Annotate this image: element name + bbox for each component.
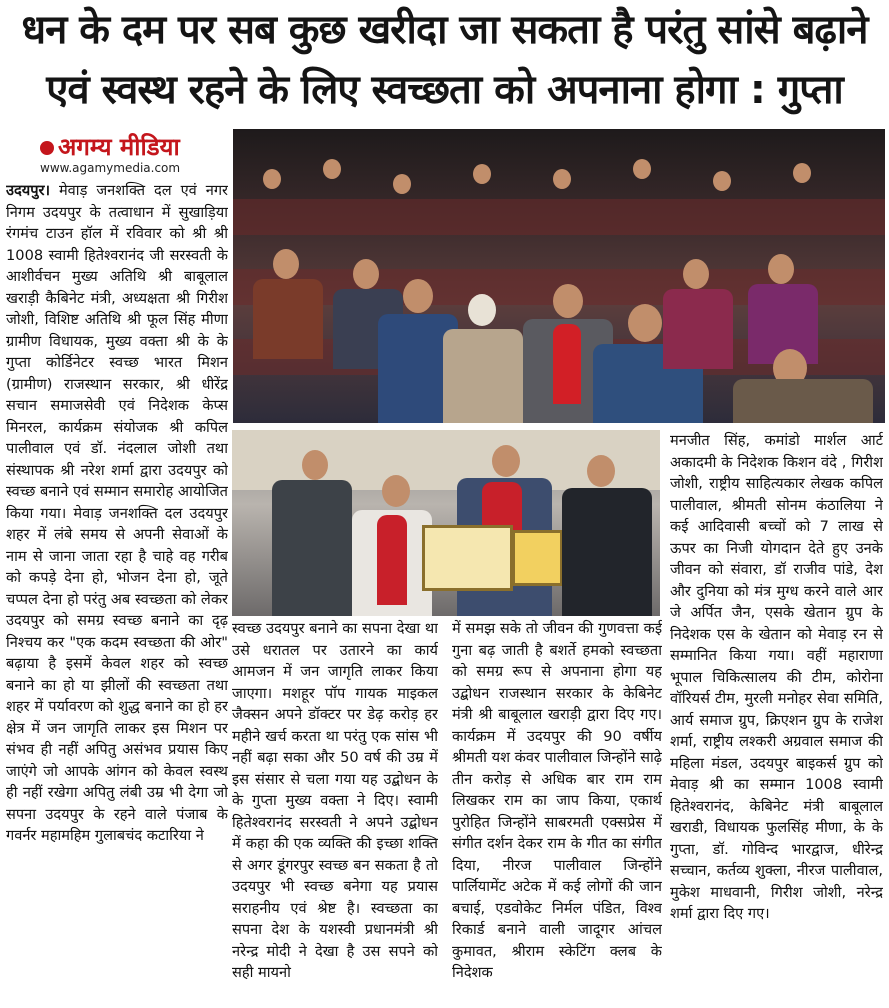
article-text-4: मनजीत सिंह, कमांडो मार्शल आर्ट अकादमी के निदेशक किशन वंदे , गिरीश जोशी, राष्ट्रीय साहित्यकार लेखक कपिल पालीवाल, श्रीमती सोनम कंठालिया ने कई आदिवासी बच्चों को 7 लाख से ऊपर का निजी योगदान देते हुए उनके जीवन को संवारा, डॉ राजीव पांडे, देश और दुनिया को मंत्र मुग्ध करने वाले आर जे अर्पित जैन, एसके खेतान ग्रुप के निदेशक एस के खेतान को मेवाड़ रन से सम्मानित किया गया। वहीं महाराणा भूपाल चिकित्सालय की टीम, कोरोना वॉरियर्स टीम, मुरली मनोहर सेवा समिति, आर्य समाज ग्रुप, क्रिएशन ग्रुप के राजेश शर्मा, राष्ट्रीय लश्करी अग्रवाल समाज की महिला मंडल, उदयपुर बाइकर्स ग्रुप को मेवाड़ श्री का सम्मान 1008 स्वामी हितेश्वरानंद, केबिनेट मंत्री बाबूलाल खराडी, विधायक फुलसिंह मीणा, के के गुप्ता, डॉ. गोविन्द भारद्वाज, धीरेन्द्र सच्चान, कर्तव्य शुक्ला, नीरज पालीवाल, मुकेश माधवानी, गिरीश जोशी, नरेन्द्र शर्मा द्वारा दिए गए।	[670, 432, 883, 922]
audience-photo	[233, 129, 885, 423]
article-column-2	[232, 618, 438, 1006]
article-text-3: में समझ सके तो जीवन की गुणवत्ता कई गुना बढ़ जाती है बशर्ते हमको स्वच्छता को समग्र रूप से अपनाना होगा यह उद्बोधन राजस्थान सरकार के केबिनेट मंत्री श्री बाबूलाल खराड़ी द्वारा दिए गए। कार्यक्रम में उदयपुर की 90 वर्षीय श्रीमती यश कंवर पालीवाल जिन्होंने साढ़े तीन करोड़ से अधिक बार राम राम लिखकर राम का जाप किया, एकार्थ पुरोहित जिन्होंने साबरमती एक्सप्रेस में संगीत दर्शन देकर राम के गीत का संगीत दिया, नीरज पालीवाल जिन्होंने पार्लियामेंट अटेक में कई लोगों की जान बचाई, एडवोकेट निर्मल पंडित, विश्व रिकार्ड बनाने वाली जादूगर आंचल कुमावत, श्रीराम स्केटिंग क्लब के निदेशक	[452, 620, 662, 981]
article-text-2: स्वच्छ उदयपुर बनाने का सपना देखा था उसे धरातल पर उतारने का कार्य आमजन में जन जागृति लाकर किया जाएगा। मशहूर पॉप गायक माइकल जैक्सन अपने डॉक्टर पर डेढ़ करोड़ हर महीने खर्च करता था परंतु एक सांस भी नहीं बढ़ा सका और 50 वर्ष की उम्र में इस संसार से चला गया यह उद्बोधन के के गुप्ता मुख्य वक्ता ने दिए। स्वामी हितेश्वरानंद सरस्वती ने अपने उद्बोधन में कहा की एक व्यक्ति की इच्छा शक्ति से अगर डूंगरपुर स्वच्छ बन सकता है तो उदयपुर भी स्वच्छ बनेगा यह प्रयास सराहनीय एवं श्रेष्ट है। स्वच्छता का सपना देश के यशस्वी प्रधानमंत्री श्री नरेन्द्र मोदी ने देखा है उस सपने को सही मायनो	[232, 620, 438, 981]
ceremony-photo	[232, 430, 660, 616]
article-text-1: मेवाड़ जनशक्ति दल एवं नगर निगम उदयपुर के तत्वाधान में सुखाड़िया रंगमंच टाउन हॉल में रविवार को श्री श्री 1008 स्वामी हितेश्वरानंद जी सरस्वती के आशीर्वचन मुख्य अतिथि श्री बाबूलाल खराड़ी कैबिनेट मंत्री, अध्यक्षता श्री गिरीश जोशी, विशिष्ट अतिथि श्री फूल सिंह मीणा ग्रामीण विधायक, मुख्य वक्ता श्री के के गुप्ता कोर्डिनेटर स्वच्छ भारत मिशन (ग्रामीण) राजस्थान सरकार, श्री धीरेंद्र सचान समाजसेवी एवं निदेशक केप्स मिनरल, कार्यक्रम संयोजक श्री कपिल पालीवाल एवं डॉ. नंदलाल जोशी तथा संस्थापक श्री नरेश शर्मा द्वारा उदयपुर को स्वच्छ बनाने एवं सम्मान समारोह आयोजित किया गया। मेवाड़ जनशक्ति दल उदयपुर शहर में लंबे समय से अपनी सेवाओं के नाम से जाना जाता रहा है चाहे वह गरीब को कपड़े देना हो, भोजन देना हो, जूते चप्पल देना हो परंतु अब स्वच्छता को लेकर उदयपुर को समग्र स्वच्छ बनाने का दृढ़ निश्चय कर "एक कदम स्वच्छता की ओर" बढ़ाया है इसमें केवल शहर को स्वच्छ बनाने का हो या झीलों की स्वच्छता तथा शहर में पर्यावरण को शुद्ध बनाने का हो हर क्षेत्र में जन जागृति लाकर इस मिशन पर संभव ही नहीं अपितु असंभव प्रयास किए जाएंगे जो आपके आंगन को केवल स्वस्थ ही नहीं रखेगा अपितु लंबी उम्र भी देगा जो सपना उदयपुर के रहने वाले पंजाब के गवर्नर महामहिम गुलाबचंद कटारिया ने	[6, 182, 228, 844]
headline	[0, 0, 889, 128]
brand-name-text: अगम्य मीडिया	[58, 133, 180, 161]
dateline: उदयपुर।	[6, 182, 51, 199]
brand-site: www.agamymedia.com	[40, 161, 181, 175]
article-column-1	[6, 180, 228, 1005]
article-column-3	[452, 618, 662, 1006]
brand-name	[40, 134, 220, 160]
headline-line-2: एवं स्वस्थ रहने के लिए स्वच्छता को अपनाना होगा : गुप्ता	[46, 67, 843, 113]
article-column-4	[670, 430, 883, 1006]
brand-logo	[40, 134, 220, 178]
logo-icon	[40, 141, 54, 155]
headline-line-1: धन के दम पर सब कुछ खरीदा जा सकता है परंतु सांसे बढ़ाने	[21, 7, 868, 53]
